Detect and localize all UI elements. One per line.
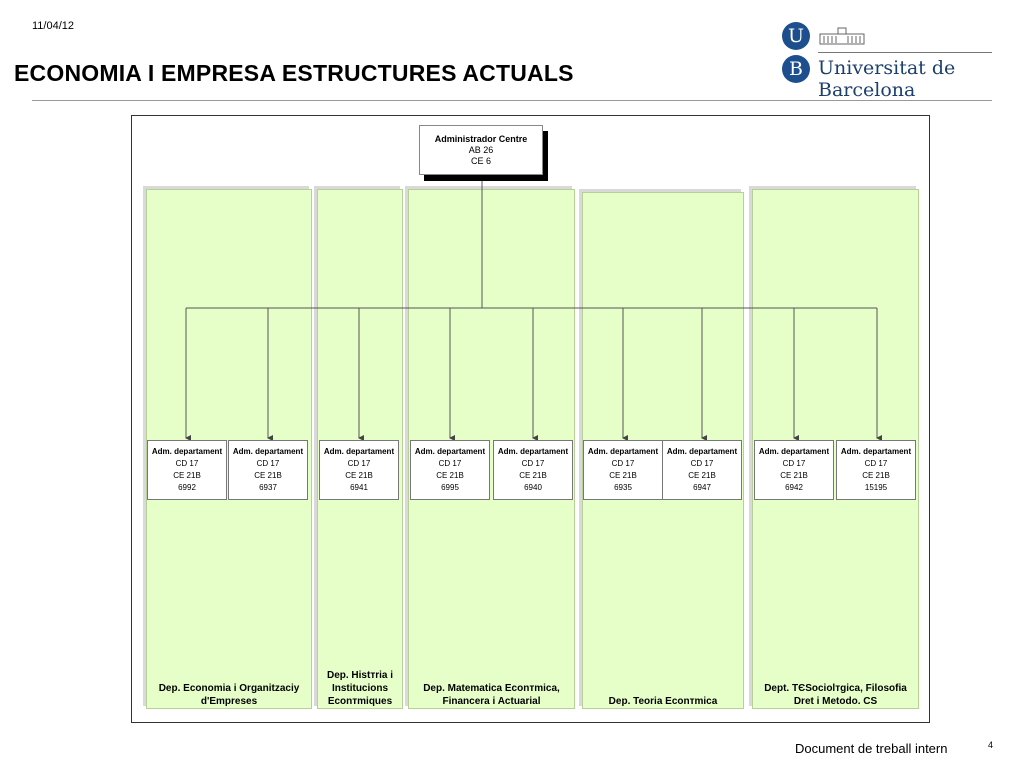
unit-cd: CD 17: [347, 459, 371, 468]
unit-box-6992: [147, 440, 227, 500]
unit-ce: CE 21B: [436, 471, 464, 480]
unit-box-6995: [410, 440, 490, 500]
unit-cd: CD 17: [690, 459, 714, 468]
dept-label: Dep. Teoria Econтmica: [608, 696, 718, 707]
ub-logo-u-icon: U: [782, 22, 810, 50]
footer-text: Document de treball intern: [795, 741, 948, 756]
unit-code: 6935: [614, 483, 632, 492]
unit-ce: CE 21B: [780, 471, 808, 480]
unit-ce: CE 21B: [519, 471, 547, 480]
unit-title: Adm. departament: [232, 447, 304, 456]
unit-ce: CE 21B: [173, 471, 201, 480]
unit-code: 6940: [524, 483, 542, 492]
unit-title: Adm. departament: [497, 447, 569, 456]
unit-box-6942: [754, 440, 834, 500]
unit-code: 6947: [693, 483, 711, 492]
unit-cd: CD 17: [864, 459, 888, 468]
unit-ce: CE 21B: [345, 471, 373, 480]
unit-box-6935: [583, 440, 663, 500]
unit-ce: CE 21B: [688, 471, 716, 480]
admin-ab: AB 26: [468, 145, 494, 155]
dept-label: Dept. TЄSociolтgica, Filosofia Dret i Metodo. CS: [764, 683, 907, 707]
ub-logo-b-icon: B: [782, 55, 810, 83]
university-name: Universitat de Barcelona: [818, 57, 956, 101]
page-number: 4: [988, 740, 994, 750]
unit-code: 6937: [259, 483, 277, 492]
unit-code: 6992: [178, 483, 196, 492]
unit-title: Adm. departament: [666, 447, 738, 456]
unit-title: Adm. departament: [414, 447, 486, 456]
slide-title: ECONOMIA I EMPRESA ESTRUCTURES ACTUALS: [14, 60, 574, 86]
unit-code: 6941: [350, 483, 368, 492]
unit-cd: CD 17: [438, 459, 462, 468]
unit-cd: CD 17: [611, 459, 635, 468]
unit-ce: CE 21B: [862, 471, 890, 480]
unit-title: Adm. departament: [758, 447, 830, 456]
unit-title: Adm. departament: [587, 447, 659, 456]
admin-centre-box: [419, 125, 543, 175]
unit-cd: CD 17: [782, 459, 806, 468]
unit-box-15195: [836, 440, 916, 500]
unit-cd: CD 17: [521, 459, 545, 468]
unit-box-6941: [319, 440, 399, 500]
unit-title: Adm. departament: [840, 447, 912, 456]
unit-ce: CE 21B: [609, 471, 637, 480]
unit-cd: CD 17: [175, 459, 199, 468]
unit-box-6940: [493, 440, 573, 500]
dept-label: Dep. Economia i Organitzaciy d'Empreses: [158, 683, 300, 707]
unit-ce: CE 21B: [254, 471, 282, 480]
unit-code: 6995: [441, 483, 459, 492]
unit-title: Adm. departament: [151, 447, 223, 456]
unit-cd: CD 17: [256, 459, 280, 468]
unit-title: Adm. departament: [323, 447, 395, 456]
unit-code: 6942: [785, 483, 803, 492]
dept-label: Dep. Matematica Econтmica, Financera i Actuarial: [423, 683, 560, 707]
slide-date: 11/04/12: [32, 20, 75, 32]
admin-title: Administrador Centre: [434, 134, 528, 144]
unit-box-6937: [228, 440, 308, 500]
admin-ce: CE 6: [470, 156, 491, 166]
unit-box-6947: [662, 440, 742, 500]
unit-code: 15195: [864, 483, 888, 492]
dept-label: Dep. Histтria i Institucions Econтmiques: [326, 670, 394, 707]
